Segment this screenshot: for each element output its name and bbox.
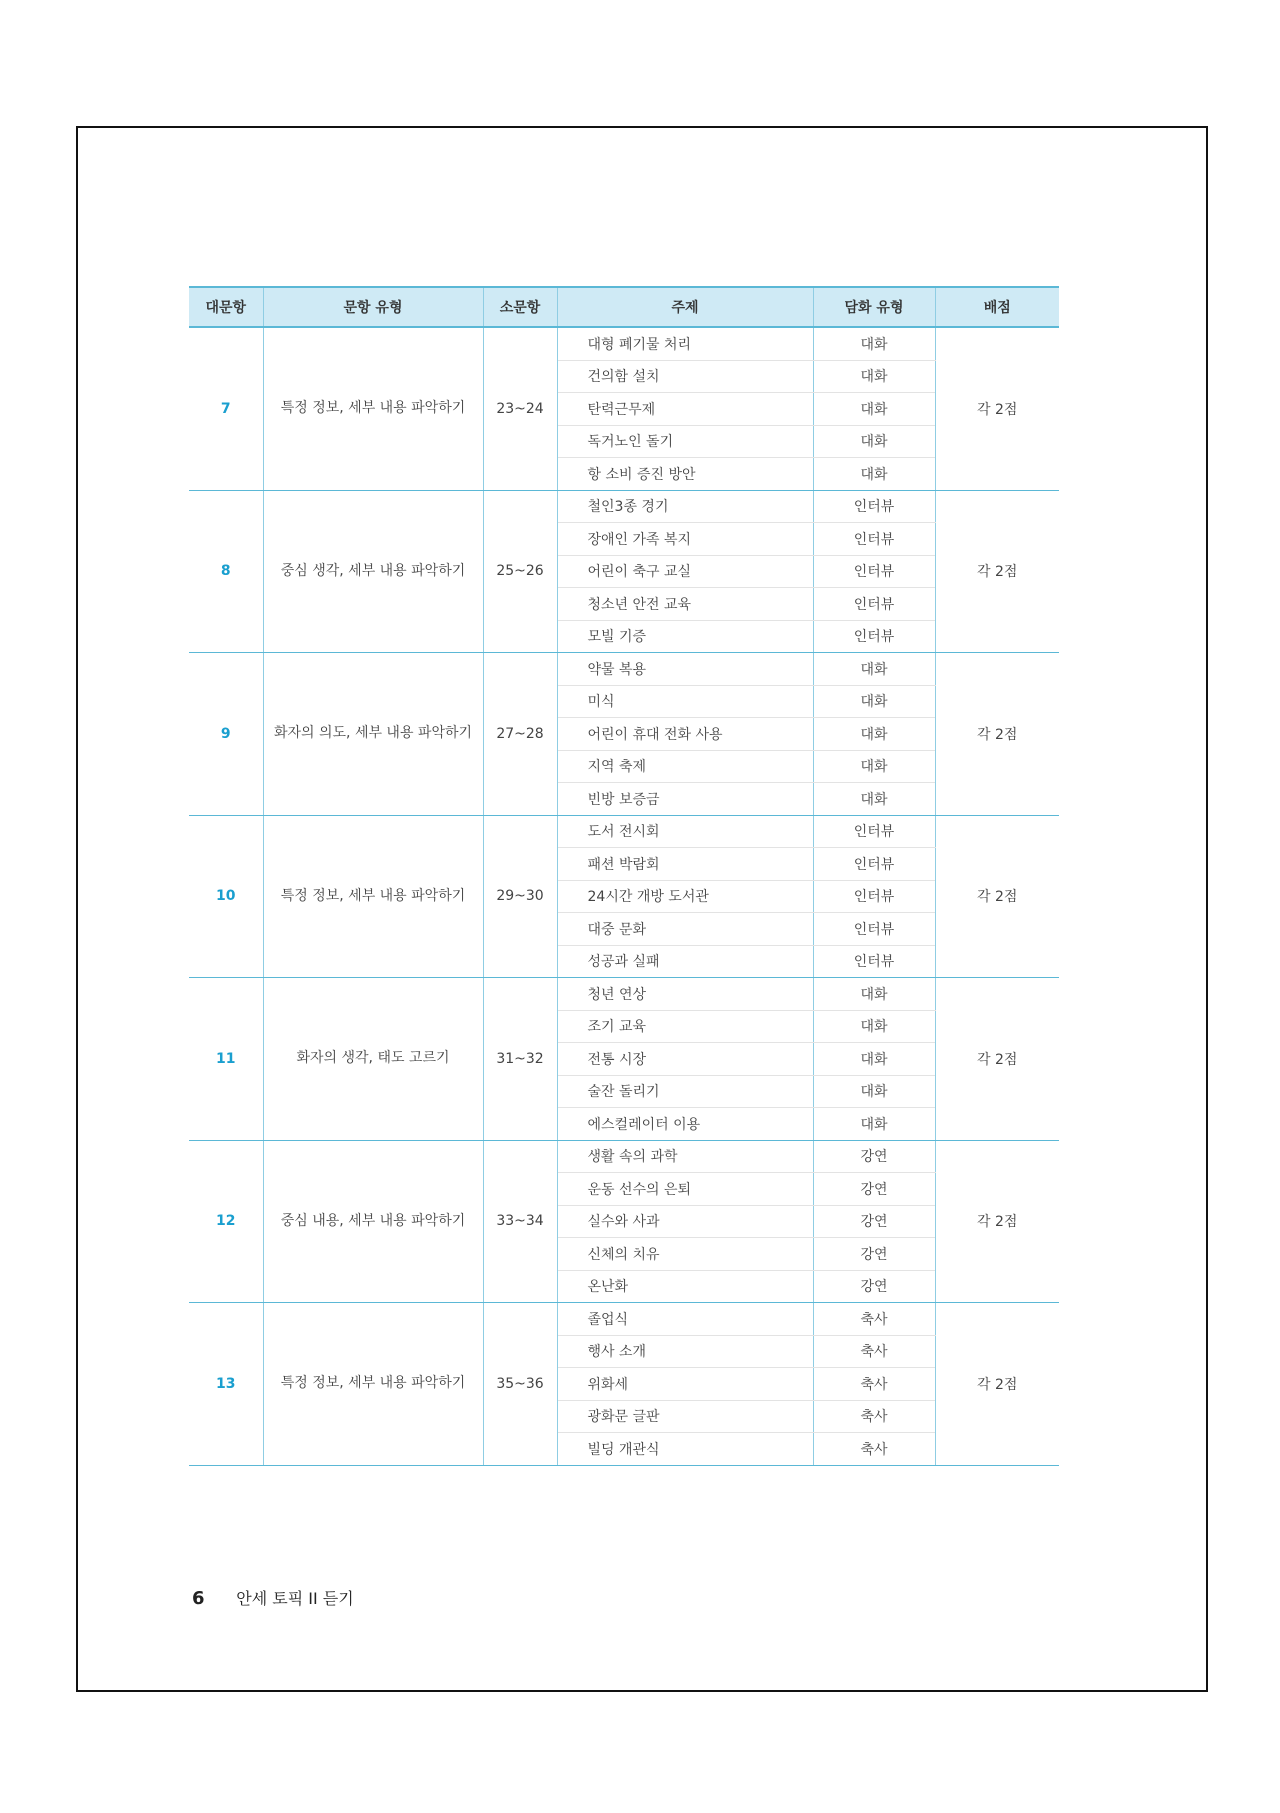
topic-cell: 신체의 치유	[557, 1238, 813, 1271]
discourse-type-cell: 대화	[813, 783, 935, 816]
table-row	[189, 978, 1059, 1011]
table-row	[189, 1140, 1059, 1173]
topic-cell: 실수와 사과	[557, 1205, 813, 1238]
score-cell: 각 2점	[935, 490, 1059, 653]
discourse-type-cell: 인터뷰	[813, 620, 935, 653]
discourse-type-cell: 인터뷰	[813, 848, 935, 881]
question-range: 35~36	[483, 1303, 557, 1466]
topic-cell: 도서 전시회	[557, 815, 813, 848]
table-header-row	[189, 287, 1059, 327]
topic-cell: 빈방 보증금	[557, 783, 813, 816]
topic-cell: 24시간 개방 도서관	[557, 880, 813, 913]
discourse-type-cell: 인터뷰	[813, 555, 935, 588]
question-type: 중심 생각, 세부 내용 파악하기	[263, 490, 483, 653]
question-range: 23~24	[483, 327, 557, 490]
question-number: 12	[189, 1140, 263, 1303]
table-row	[189, 815, 1059, 848]
discourse-type-cell: 대화	[813, 327, 935, 360]
question-type: 화자의 의도, 세부 내용 파악하기	[263, 653, 483, 816]
topic-cell: 술잔 돌리기	[557, 1075, 813, 1108]
topic-cell: 온난화	[557, 1270, 813, 1303]
header-cell: 소문항	[483, 287, 557, 327]
topic-cell: 지역 축제	[557, 750, 813, 783]
discourse-type-cell: 축사	[813, 1335, 935, 1368]
discourse-type-cell: 강연	[813, 1173, 935, 1206]
question-number: 9	[189, 653, 263, 816]
topic-cell: 청소년 안전 교육	[557, 588, 813, 621]
topic-cell: 빌딩 개관식	[557, 1433, 813, 1466]
topic-cell: 행사 소개	[557, 1335, 813, 1368]
score-cell: 각 2점	[935, 815, 1059, 978]
question-range: 29~30	[483, 815, 557, 978]
topic-cell: 에스컬레이터 이용	[557, 1108, 813, 1141]
table-row	[189, 1303, 1059, 1336]
question-number: 8	[189, 490, 263, 653]
discourse-type-cell: 대화	[813, 718, 935, 751]
score-cell: 각 2점	[935, 653, 1059, 816]
question-type: 특정 정보, 세부 내용 파악하기	[263, 327, 483, 490]
question-number: 10	[189, 815, 263, 978]
discourse-type-cell: 인터뷰	[813, 588, 935, 621]
topic-cell: 항 소비 증진 방안	[557, 458, 813, 491]
topic-cell: 조기 교육	[557, 1010, 813, 1043]
discourse-type-cell: 대화	[813, 1043, 935, 1076]
discourse-type-cell: 대화	[813, 978, 935, 1011]
question-type: 화자의 생각, 태도 고르기	[263, 978, 483, 1141]
header-cell: 대문항	[189, 287, 263, 327]
header-cell: 문항 유형	[263, 287, 483, 327]
discourse-type-cell: 대화	[813, 1075, 935, 1108]
table-row	[189, 327, 1059, 360]
header-cell: 배점	[935, 287, 1059, 327]
topic-cell: 독거노인 돌기	[557, 425, 813, 458]
discourse-type-cell: 인터뷰	[813, 913, 935, 946]
header-cell: 담화 유형	[813, 287, 935, 327]
header-cell: 주제	[557, 287, 813, 327]
discourse-type-cell: 대화	[813, 425, 935, 458]
topic-cell: 생활 속의 과학	[557, 1140, 813, 1173]
discourse-type-cell: 인터뷰	[813, 945, 935, 978]
topic-cell: 어린이 휴대 전화 사용	[557, 718, 813, 751]
discourse-type-cell: 대화	[813, 685, 935, 718]
topic-cell: 광화문 글판	[557, 1400, 813, 1433]
score-cell: 각 2점	[935, 978, 1059, 1141]
table-row	[189, 490, 1059, 523]
topic-cell: 건의함 설치	[557, 360, 813, 393]
topic-cell: 패션 박람회	[557, 848, 813, 881]
question-range: 27~28	[483, 653, 557, 816]
topic-cell: 장애인 가족 복지	[557, 523, 813, 556]
question-range: 33~34	[483, 1140, 557, 1303]
topic-cell: 전통 시장	[557, 1043, 813, 1076]
table-body	[189, 327, 1059, 1465]
page-footer	[192, 1586, 354, 1609]
topic-cell: 대중 문화	[557, 913, 813, 946]
topic-cell: 졸업식	[557, 1303, 813, 1336]
question-type: 특정 정보, 세부 내용 파악하기	[263, 1303, 483, 1466]
topic-cell: 위화세	[557, 1368, 813, 1401]
table-row	[189, 653, 1059, 686]
topic-cell: 미식	[557, 685, 813, 718]
topic-cell: 탄력근무제	[557, 393, 813, 426]
question-number: 7	[189, 327, 263, 490]
discourse-type-cell: 대화	[813, 360, 935, 393]
topic-cell: 대형 폐기물 처리	[557, 327, 813, 360]
topic-cell: 어린이 축구 교실	[557, 555, 813, 588]
discourse-type-cell: 강연	[813, 1270, 935, 1303]
topic-cell: 철인3종 경기	[557, 490, 813, 523]
discourse-type-cell: 인터뷰	[813, 815, 935, 848]
page-number: 6	[192, 1588, 205, 1609]
discourse-type-cell: 강연	[813, 1238, 935, 1271]
topic-cell: 성공과 실패	[557, 945, 813, 978]
score-cell: 각 2점	[935, 1303, 1059, 1466]
discourse-type-cell: 강연	[813, 1140, 935, 1173]
discourse-type-cell: 대화	[813, 750, 935, 783]
discourse-type-cell: 인터뷰	[813, 880, 935, 913]
score-cell: 각 2점	[935, 1140, 1059, 1303]
discourse-type-cell: 축사	[813, 1303, 935, 1336]
topic-cell: 모빌 기증	[557, 620, 813, 653]
question-number: 13	[189, 1303, 263, 1466]
topic-cell: 약물 복용	[557, 653, 813, 686]
exam-structure-table	[189, 286, 1059, 1466]
question-type: 특정 정보, 세부 내용 파악하기	[263, 815, 483, 978]
discourse-type-cell: 축사	[813, 1400, 935, 1433]
topic-cell: 운동 선수의 은퇴	[557, 1173, 813, 1206]
discourse-type-cell: 축사	[813, 1433, 935, 1466]
book-title: 안세 토픽 II 듣기	[236, 1589, 354, 1608]
discourse-type-cell: 인터뷰	[813, 490, 935, 523]
question-number: 11	[189, 978, 263, 1141]
discourse-type-cell: 강연	[813, 1205, 935, 1238]
question-range: 25~26	[483, 490, 557, 653]
discourse-type-cell: 대화	[813, 1108, 935, 1141]
discourse-type-cell: 대화	[813, 393, 935, 426]
score-cell: 각 2점	[935, 327, 1059, 490]
question-type: 중심 내용, 세부 내용 파악하기	[263, 1140, 483, 1303]
discourse-type-cell: 축사	[813, 1368, 935, 1401]
discourse-type-cell: 대화	[813, 458, 935, 491]
topic-cell: 청년 연상	[557, 978, 813, 1011]
discourse-type-cell: 대화	[813, 1010, 935, 1043]
discourse-type-cell: 인터뷰	[813, 523, 935, 556]
question-range: 31~32	[483, 978, 557, 1141]
discourse-type-cell: 대화	[813, 653, 935, 686]
